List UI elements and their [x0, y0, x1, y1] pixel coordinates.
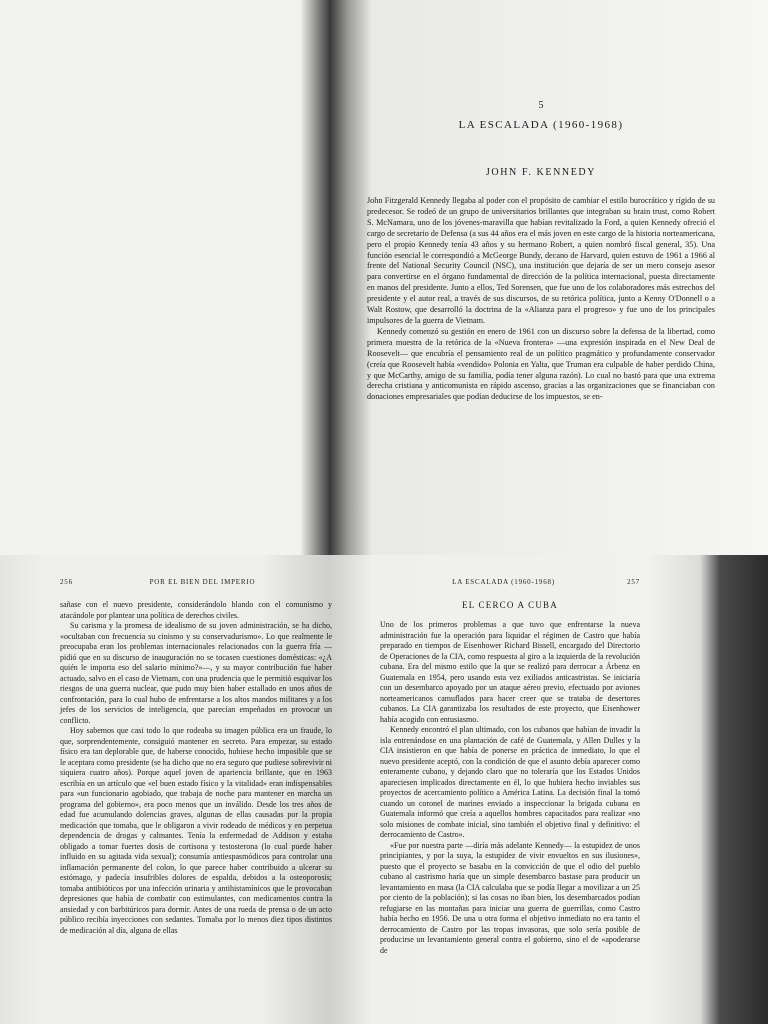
running-head	[380, 578, 640, 586]
page-number: 257	[627, 578, 640, 586]
right-page	[380, 578, 640, 956]
paragraph: Uno de los primeros problemas a que tuvo que enfrentarse la nueva administración fue la operación para liquidar el régimen de Castro que había preparado en tiempos de Eisenhower Richard Bissell, encargado del Directorio de Operaciones de la CIA, como respuesta al giro a la izquierda de la revolución cubana. Era del mismo estilo que la que se realizó para derrocar a Árbenz en Guatemala en 1954, pero usando esta vez exiliados anticastristas. Se iniciaría con un desembarco apoyado por un ataque aéreo previo, efectuado por aviones norteamericanos camuflados para hacer creer que se trataba de desertores cubanos. La CIA garantizaba los resultados de este proyecto, que Eisenhower había acogido con entusiasmo.	[380, 620, 640, 724]
running-head	[60, 578, 332, 586]
running-title: POR EL BIEN DEL IMPERIO	[149, 578, 256, 586]
right-page-body	[380, 620, 640, 956]
page-number: 256	[60, 578, 73, 586]
running-title: LA ESCALADA (1960-1968)	[452, 578, 555, 586]
top-page-body	[367, 196, 715, 403]
paragraph: «Fue por nuestra parte —diría más adelante Kennedy— la estupidez de unos principiantes, y por la suya, la estupidez de vivir envueltos en sus ilusiones», puesto que el proyecto se basaba en la convicción de que el odio del pueblo cubano al castrismo haría que un simple desembarco bastase para producir un levantamiento en masa (la CIA calculaba que se podía llegar a movilizar a un 25 por ciento de la población); si las cosas no iban bien, los desembarcados podían refugiarse en las montañas para iniciar una guerra de guerrillas, como Castro había hecho en 1956. De una u otra forma el objetivo inmediato no era tanto el derrocamiento de Castro por las tropas invasoras, que solo sería posible de producirse un levantamiento general contra el gobierno, sino el de «apoderarse de	[380, 840, 640, 955]
chapter-number: 5	[538, 100, 544, 111]
left-page	[60, 578, 332, 936]
paragraph: Hoy sabemos que casi todo lo que rodeaba su imagen pública era un fraude, lo que, sorprendentemente, consiguió mantener en secreto. Para empezar, su estado físico era tan deplorable que, de haberse conocido, hubiese hecho imposible que se le aceptara como presidente (se ha dicho que no era seguro que pudiese sobrevivir ni siquiera cuatro años). Porque aquel joven de apariencia brillante, que en 1963 escribía en un artículo que «el buen estado físico y la vitalidad» eran indispensables para «un funcionario agobiado, que trabaja de noche para mantener en marcha un programa del gobierno», era poco menos que un inválido. Desde los tres años de edad fue acumulando dolencias graves, algunas de ellas causadas por la propia medicación que tomaba, que le obligaron a vivir rodeado de médicos y en perpetua dependencia de drogas y calmantes. Tenía la enfermedad de Addison y estaba obligado a tomar fuertes dosis de cortisona y testosterona (lo cual puede haber influido en su agitada vida sexual); consumía antiespasmódicos para controlar una inflamación permanente del colon, lo que parece haber contribuido a ulcerar su estómago, y padecía insufribles dolores de espalda, debidos a la osteoporosis; tomaba antibióticos por una infección urinaria y antihistamínicos que le provocaban depresiones que había de combatir con estimulantes, con medicamentos contra la ansiedad y con barbitúricos para dormir. Antes de una rueda de prensa o de un acto público recibía inyecciones con sedantes. Tomaba por lo menos diez tipos distintos de medicación al día, alguna de ellas	[60, 726, 332, 935]
paragraph: Kennedy comenzó su gestión en enero de 1961 con un discurso sobre la defensa de la libertad, como primera muestra de la retórica de la «Nueva frontera» —una expresión inspirada en el New Deal de Roosevelt— que encubría el pensamiento real de un político pragmático y profundamente conservador (creía que Roosevelt había «vendido» Polonia en Yalta, que Truman era culpable de haber perdido China, y que McCarthy, amigo de su familia, podía tener alguna razón). Lo cual no bastó para que una extrema derecha cristiana y anticomunista en rápido ascenso, gracias a las organizaciones que se financiaban con donaciones empresariales que podían deducirse de los impuestos, se en-	[367, 326, 715, 402]
left-page-body	[60, 600, 332, 936]
section-title: EL CERCO A CUBA	[462, 600, 558, 610]
chapter-title: LA ESCALADA (1960-1968)	[458, 119, 624, 131]
section-title: JOHN F. KENNEDY	[485, 167, 597, 178]
paragraph: Kennedy encontró el plan ultimado, con los cubanos que habían de invadir la isla entrenándose en una plantación de café de Guatemala, y Allen Dulles y la CIA insistieron en que había de ponerse en práctica de inmediato, lo que el nuevo presidente aceptó, con la condición de que el asunto debía aparecer como enteramente cubano, y dejando claro que no toleraría que los Estados Unidos apareciesen implicados directamente en él, lo que hubiera hecho inviables sus proyectos de acercamiento político a América Latina. La decisión final la tomó cuando un coronel de marines enviado a inspeccionar la brigada cubana en Guatemala informó que creía a aquellos hombres capacitados para realizar «no solo misiones de combate inicial, sino también el objetivo final y definitivo: el derrocamiento de Castro».	[380, 725, 640, 839]
paragraph: Su carisma y la promesa de idealismo de su joven administración, se ha dicho, «ocultaban con frecuencia su cinismo y su conservadurismo». Lo que realmente le preocupaba eran los problemas internacionales relacionados con la guerra fría —pidió que en su discurso de inauguración no se tocasen cuestiones domésticas: «¿A quién le importa eso del salario mínimo?»—, y su mayor contribución fue haber actuado, salvo en el caso de Vietnam, con una prudencia que le permitió esquivar los riesgos de una guerra nuclear, que pudo muy bien haber estallado en unos años de confrontación, para lo cual hubo de enfrentarse a los altos mandos militares y a los jefes de los servicios de inteligencia, que parecían empeñados en provocar un conflicto.	[60, 621, 332, 725]
paragraph: John Fitzgerald Kennedy llegaba al poder con el propósito de cambiar el estilo burocrático y rígido de su predecesor. Se rodeó de un grupo de universitarios brillantes que integraban su brain trust, como Robert S. McNamara, uno de los jóvenes-maravilla que habían revitalizado la Ford, a quien Kennedy ofreció el cargo de secretario de Defensa (a sus 44 años era el más joven en este cargo de la historia norteamericana, pero el propio Kennedy tenía 43 años y su hermano Robert, a quien nombró fiscal general, 35). Una función esencial le correspondió a McGeorge Bundy, decano de Harvard, quien estuvo de 1961 a 1966 al frente del National Security Council (NSC), una institución que dejaría de ser un mero consejo asesor para convertirse en el órgano fundamental de dirección de la política internacional, puesta directamente en manos del presidente. Junto a ellos, Ted Sorensen, que fue uno de los colaboradores más estrechos del presidente y el autor real, a través de sus discursos, de su retórica política, junto a Kenny O'Donnell o a Walt Rostow, que desarrolló la doctrina de la «Alianza para el progreso» y fue uno de los principales impulsores de la guerra de Vietnam.	[367, 196, 715, 325]
top-page	[367, 100, 715, 403]
paragraph: sañase con el nuevo presidente, considerándolo blando con el comunismo y atacándole por plantear una política de derechos civiles.	[60, 600, 332, 620]
